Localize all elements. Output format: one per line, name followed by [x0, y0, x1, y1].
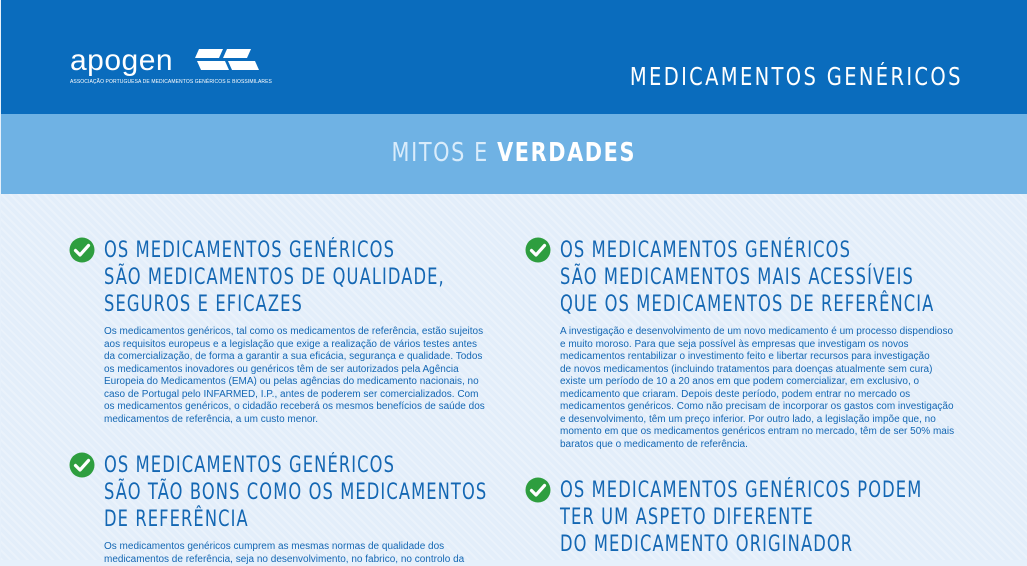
body-line: baratos que o medicamento de referência.: [560, 439, 960, 452]
logo-mark-icon: [195, 49, 261, 71]
card-body: [104, 326, 504, 426]
body-line: medicamentos de referência, a um custo menor.: [104, 414, 504, 427]
card-title-line: DE REFERÊNCIA: [104, 506, 487, 533]
logo-tagline: ASSOCIAÇÃO PORTUGUESA DE MEDICAMENTOS GENÉRICOS E BIOSSIMILARES: [70, 79, 272, 85]
header-title: MEDICAMENTOS GENÉRICOS: [630, 62, 963, 91]
body-line: existe um período de 10 a 20 anos em que podem comercializar, em exclusivo, o: [560, 376, 960, 389]
body-line: medicamentos genéricos. Como não precisam de incorporar os gastos com investigação: [560, 401, 960, 414]
body-line: da comercialização, de forma a garantir a sua eficácia, segurança e qualidade. Todos: [104, 351, 504, 364]
card-title-line: SÃO MEDICAMENTOS MAIS ACESSÍVEIS: [560, 264, 934, 291]
band-title: [392, 138, 636, 168]
logo-text: apogen: [70, 46, 173, 76]
body-line: momento em que os medicamentos genéricos entram no mercado, têm de ser 50% mais: [560, 426, 960, 439]
main-content: [1, 194, 1027, 560]
body-line: de novos medicamentos (incluindo tratamentos para doenças atualmente sem cura): [560, 364, 960, 377]
card-title: [560, 477, 922, 558]
body-line: os medicamentos inovadores ou genéricos têm de ser autorizados pela Agência: [104, 364, 504, 377]
body-line: e desenvolvimento, têm um preço inferior. Por outro lado, a legislação impõe que, no: [560, 414, 960, 427]
card-title: [104, 237, 445, 318]
card-title-line: DO MEDICAMENTO ORIGINADOR: [560, 531, 922, 558]
body-line: Europeia do Medicamentos (EMA) ou pelas agências do medicamento nacionais, no: [104, 376, 504, 389]
card-title-line: QUE OS MEDICAMENTOS DE REFERÊNCIA: [560, 291, 934, 318]
card-body: [104, 541, 504, 566]
card-title: [560, 237, 934, 318]
card-title-line: OS MEDICAMENTOS GENÉRICOS: [104, 452, 487, 479]
check-icon: [69, 452, 95, 478]
card-title-line: OS MEDICAMENTOS GENÉRICOS: [104, 237, 445, 264]
card-title: [104, 452, 487, 533]
card-title-line: SÃO MEDICAMENTOS DE QUALIDADE,: [104, 264, 445, 291]
body-line: Os medicamentos genéricos cumprem as mesmas normas de qualidade dos: [104, 541, 504, 554]
section-band: [1, 114, 1027, 194]
card-title-line: SÃO TÃO BONS COMO OS MEDICAMENTOS: [104, 479, 487, 506]
check-icon: [525, 477, 551, 503]
card-title-line: OS MEDICAMENTOS GENÉRICOS: [560, 237, 934, 264]
check-icon: [69, 237, 95, 263]
band-title-light: MITOS E: [392, 138, 489, 168]
band-title-bold: VERDADES: [497, 138, 636, 168]
card-title-line: TER UM ASPETO DIFERENTE: [560, 504, 922, 531]
body-line: caso de Portugal pelo INFARMED, I.P., antes de poderem ser comercializados. Com: [104, 389, 504, 402]
card-title-line: SEGUROS E EFICAZES: [104, 291, 445, 318]
body-line: Os medicamentos genéricos, tal como os medicamentos de referência, estão sujeitos: [104, 326, 504, 339]
body-line: A investigação e desenvolvimento de um novo medicamento é um processo dispendioso: [560, 326, 960, 339]
card-body: [560, 326, 960, 451]
card-title-line: OS MEDICAMENTOS GENÉRICOS PODEM: [560, 477, 922, 504]
body-line: medicamentos rentabilizar o investimento feito e libertar recursos para investigação: [560, 351, 960, 364]
body-line: medicamentos de referência, seja no desenvolvimento, no fabrico, no controlo da: [104, 554, 504, 566]
check-icon: [525, 237, 551, 263]
header: [1, 0, 1027, 114]
apogen-logo[interactable]: [70, 46, 272, 85]
body-line: medicamento que criaram. Depois deste período, podem entrar no mercado os: [560, 389, 960, 402]
body-line: aos requisitos europeus e a legislação que exige a realização de vários testes antes: [104, 339, 504, 352]
body-line: e muito moroso. Para que seja possível às empresas que investigam os novos: [560, 339, 960, 352]
body-line: os medicamentos genéricos, o cidadão receberá os mesmos benefícios de saúde dos: [104, 401, 504, 414]
